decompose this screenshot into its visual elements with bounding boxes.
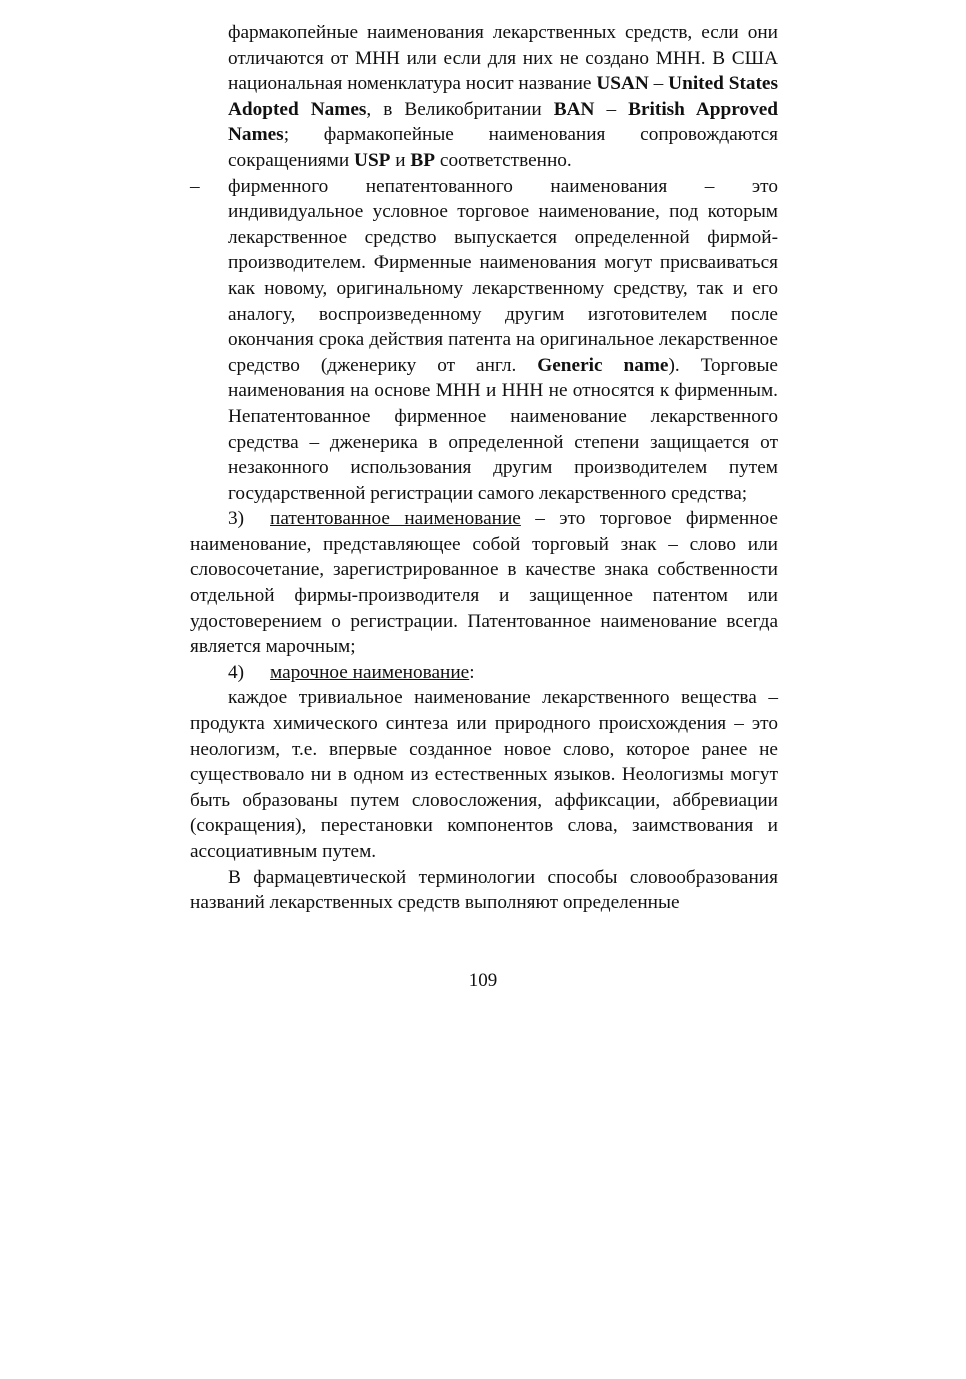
- text: –: [648, 73, 669, 95]
- text: , в Великобритании: [366, 98, 554, 120]
- text: фармакопейные наименования лекарственных средств, если они отличаются от МНН или если для них не создано МНН. В США национальная номенклатура носит название: [228, 22, 778, 95]
- dash-marker: –: [190, 175, 200, 197]
- list-number: 4): [228, 661, 245, 683]
- text: –: [594, 98, 629, 120]
- text: ; фармакопейные наименования сопровождаются сокращениями: [228, 124, 778, 171]
- bold-bp: BP: [410, 149, 436, 171]
- paragraph-pharmacopoeia-names: [190, 20, 778, 174]
- list-item-patented-name: [190, 506, 778, 660]
- bold-ban-full: British Approved Names: [228, 98, 778, 146]
- bold-usp: USP: [354, 149, 391, 171]
- list-item-brand-name: [190, 660, 778, 686]
- paragraph-neologism: [190, 685, 778, 864]
- bold-ban: BAN: [553, 98, 595, 120]
- text: В фармацевтической терминологии способы словообразования названий лекарственных средств выполняют определенные: [190, 866, 778, 914]
- text: :: [469, 661, 475, 683]
- underlined-term: патентованное наименование: [270, 508, 521, 530]
- text: ). Торговые наименования на основе МНН и ННН не относятся к фирменным. Непатентованное фирменное наименование лекарственного средства – дженерика в определенной степени защищается от незаконного использования другим производителем путем государственной регистрации самого лекарственного средства;: [228, 354, 778, 504]
- text: каждое тривиальное наименование лекарственного вещества – продукта химического синтеза или природного происхождения – это неологизм, т.е. впервые созданное новое слово, которое ранее не существовало ни в одном из естественных языков. Неологизмы могут быть образованы путем словосложения, аффиксации, аббревиации (сокращения), перестановки компонентов слова, заимствования и ассоциативным путем.: [190, 687, 778, 862]
- page-body: [190, 20, 778, 916]
- bold-usan-full: United States Adopted Names: [228, 73, 778, 120]
- underlined-term: марочное наименование: [270, 661, 470, 683]
- text: фирменного непатентованного наименования – это индивидуальное условное торговое наименование, под которым лекарственное средство выпускается определенной фирмой-производителем. Фирменные наименования могут присваиваться как новому, оригинальному лекарственному средству, так и его аналогу, воспроизведенному другим изготовителем после окончания срока действия патента на оригинальное лекарственное средство (дженерику от англ.: [228, 175, 778, 376]
- bold-usan: USAN: [596, 73, 649, 95]
- text: – это торговое фирменное наименование, представляющее собой торговый знак – слово или словосочетание, зарегистрированное в качестве знака собственности отдельной фирмы-производителя и защищенное патентом или удостоверением о регистрации. Патентованное наименование всегда является марочным;: [190, 508, 778, 658]
- list-item-brand-nonpatent: [190, 174, 778, 507]
- list-number: 3): [228, 508, 245, 530]
- text: и: [390, 149, 411, 171]
- bold-generic-name: Generic name: [537, 354, 669, 376]
- text: соответственно.: [435, 149, 572, 171]
- paragraph-word-formation: [190, 865, 778, 916]
- page-number: 109: [468, 970, 498, 991]
